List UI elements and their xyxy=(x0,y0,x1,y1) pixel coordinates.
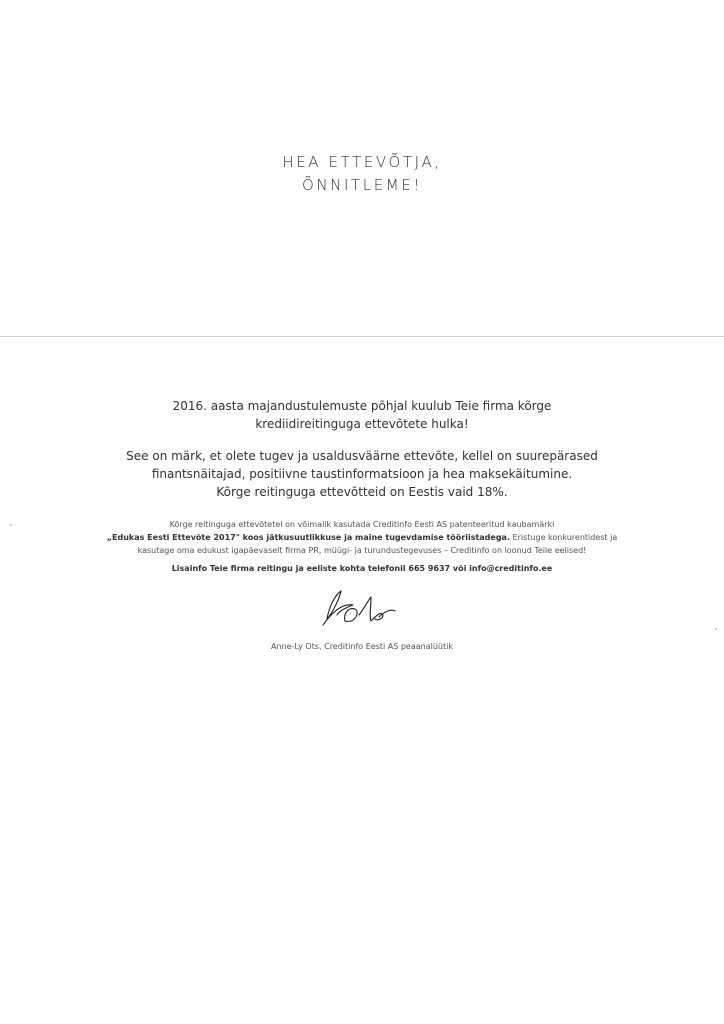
fineprint-line-2-rest: Eristuge konkurentidest ja xyxy=(510,533,618,542)
intro-line-1: 2016. aasta majandustulemuste põhjal kuulub Teie firma kõrge xyxy=(172,399,552,413)
greeting-line-1: HEA ETTEVÕTJA, xyxy=(282,153,442,171)
greeting-line-2: ÕNNITLEME! xyxy=(301,176,423,194)
body-line-1: See on märk, et olete tugev ja usaldusväärne ettevõte, kellel on suurepärased xyxy=(126,449,598,463)
body-line-3: Kõrge reitinguga ettevõtteid on Eestis vaid 18%. xyxy=(216,485,508,499)
fineprint-line-3: kasutage oma edukust igapäevaselt firma PR, müügi- ja turundustegevuses – Creditinfo on loonud Teile eelised! xyxy=(137,546,587,555)
intro-paragraph xyxy=(0,397,724,433)
contact-line: Lisainfo Teie firma reitingu ja eeliste kohta telefonil 665 9637 või info@creditinfo.ee xyxy=(171,564,553,573)
scan-speck xyxy=(715,628,717,630)
signature-image xyxy=(309,585,419,635)
fineprint-paragraph xyxy=(0,518,724,557)
fold-line xyxy=(0,336,724,337)
scan-speck xyxy=(10,524,12,526)
fineprint-line-2 xyxy=(0,531,724,544)
body-line-2: finantsnäitajad, positiivne taustinformatsioon ja hea maksekäitumine. xyxy=(151,467,573,481)
trademark-text: „Edukas Eesti Ettevõte 2017" koos jätkusuutlikkuse ja maine tugevdamise tööriistadega. xyxy=(106,533,510,542)
body-paragraph xyxy=(0,447,724,501)
greeting-heading xyxy=(0,151,724,197)
signer-caption: Anne-Ly Ots, Creditinfo Eesti AS peaanalüütik xyxy=(271,642,453,651)
intro-line-2: krediidireitinguga ettevõtete hulka! xyxy=(255,417,469,431)
fineprint-line-1: Kõrge reitinguga ettevõtetel on võimalik kasutada Creditinfo Eesti AS patenteeritud kaubamärki xyxy=(169,520,555,529)
